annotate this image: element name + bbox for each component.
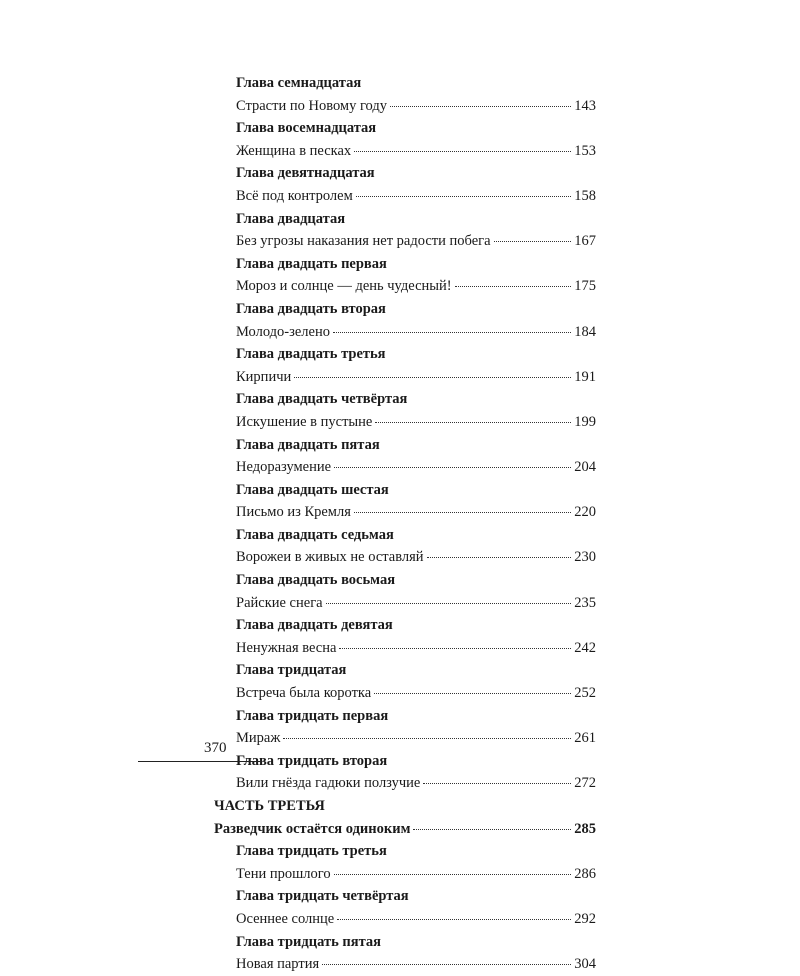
table-of-contents [214,72,596,976]
chapter-heading: Глава девятнадцатая [236,165,375,182]
chapter-heading: Глава двадцать третья [236,346,386,363]
toc-entry [236,275,596,298]
dot-leader [390,105,571,107]
chapter-title: Вили гнёзда гадюки ползучие [236,775,421,792]
chapter-title: Всё под контролем [236,187,353,204]
chapter-title: Мираж [236,730,281,747]
toc-entry [236,321,596,344]
chapter-page-number: 242 [574,639,596,656]
toc-entry [236,637,596,660]
toc-entry [236,140,596,163]
toc-entry [236,230,596,253]
dot-leader [334,466,571,468]
part-label: ЧАСТЬ ТРЕТЬЯ [214,798,325,814]
chapter-heading: Глава тридцать вторая [236,752,388,769]
toc-entry [236,185,596,208]
toc-entry [236,772,596,795]
chapter-heading: Глава двадцать четвёртая [236,391,408,408]
toc-entry [236,592,596,615]
toc-entry [236,727,596,750]
chapter-heading: Глава тридцатая [236,662,347,679]
dot-leader [375,421,571,423]
part-entry [214,818,596,841]
chapter-heading: Глава семнадцатая [236,75,362,91]
dot-leader [283,737,571,739]
chapter-page-number: 167 [574,233,596,250]
toc-entry [236,682,596,705]
chapter-heading: Глава тридцать третья [236,843,387,860]
dot-leader [354,511,571,513]
chapter-heading: Глава двадцать седьмая [236,526,394,543]
chapter-heading: Глава двадцать первая [236,255,387,272]
chapter-page-number: 286 [574,865,596,882]
chapter-page-number: 292 [574,910,596,927]
part-page-number: 285 [574,820,596,837]
chapter-title: Недоразумение [236,459,332,476]
chapter-title: Письмо из Кремля [236,504,351,521]
toc-entry [236,546,596,569]
chapter-title: Молодо-зелено [236,323,330,340]
chapter-title: Райские снега [236,594,323,611]
chapter-title: Женщина в песках [236,142,352,159]
dot-leader [427,556,572,558]
chapter-title: Страсти по Новому году [236,97,388,114]
dot-leader [423,782,571,784]
dot-leader [356,195,571,197]
dot-leader [455,285,572,287]
chapter-page-number: 220 [574,504,596,521]
dot-leader [374,692,571,694]
chapter-heading: Глава двадцатая [236,210,346,227]
chapter-title: Без угрозы наказания нет радости побега [236,233,491,250]
chapter-page-number: 261 [574,730,596,747]
chapter-title: Ворожеи в живых не оставляй [236,549,424,566]
chapter-heading: Глава тридцать четвёртая [236,888,409,905]
dot-leader [326,602,572,604]
chapter-page-number: 175 [574,278,596,295]
toc-entry [236,456,596,479]
toc-entry [236,953,596,976]
dot-leader [494,240,572,242]
dot-leader [339,647,571,649]
dot-leader [413,828,571,830]
toc-entry [236,908,596,931]
page-number: 370 [204,740,227,756]
dot-leader [294,376,571,378]
dot-leader [333,331,571,333]
chapter-page-number: 235 [574,594,596,611]
chapter-heading: Глава двадцать восьмая [236,572,396,589]
toc-entry [236,366,596,389]
chapter-title: Ненужная весна [236,639,337,656]
chapter-heading: Глава тридцать первая [236,707,389,724]
chapter-heading: Глава двадцать девятая [236,617,393,634]
chapter-page-number: 153 [574,142,596,159]
toc-entry [236,95,596,118]
toc-entry [236,863,596,886]
chapter-title: Тени прошлого [236,865,331,882]
chapter-page-number: 158 [574,187,596,204]
chapter-page-number: 230 [574,549,596,566]
toc-entry [236,411,596,434]
toc-entry [236,501,596,524]
chapter-heading: Глава двадцать пятая [236,436,380,453]
dot-leader [337,918,571,920]
chapter-heading: Глава тридцать пятая [236,933,381,950]
chapter-title: Новая партия [236,956,320,973]
chapter-page-number: 199 [574,413,596,430]
dot-leader [322,963,571,965]
chapter-page-number: 184 [574,323,596,340]
chapter-title: Осеннее солнце [236,910,335,927]
chapter-title: Встреча была коротка [236,685,372,702]
chapter-page-number: 191 [574,368,596,385]
chapter-heading: Глава двадцать вторая [236,300,386,317]
footer-rule [138,761,262,762]
page-footer [138,737,262,769]
chapter-page-number: 272 [574,775,596,792]
chapter-title: Искушение в пустыне [236,413,373,430]
part-heading [214,795,596,818]
chapter-title: Кирпичи [236,368,292,385]
dot-leader [354,150,571,152]
chapter-page-number: 143 [574,97,596,114]
chapter-page-number: 252 [574,685,596,702]
chapter-title: Мороз и солнце — день чудесный! [236,278,452,295]
chapter-page-number: 304 [574,956,596,973]
chapter-heading: Глава двадцать шестая [236,481,389,498]
part-title: Разведчик остаётся одиноким [214,820,411,837]
chapter-heading: Глава восемнадцатая [236,120,377,137]
chapter-page-number: 204 [574,459,596,476]
dot-leader [334,873,572,875]
